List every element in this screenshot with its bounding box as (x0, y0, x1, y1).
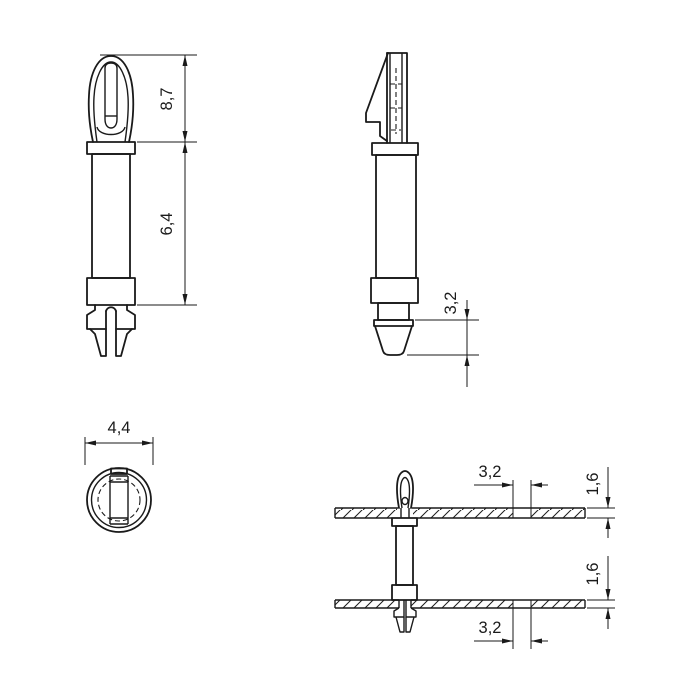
top-inner-circle (92, 473, 147, 528)
dim-label-bottom-board: 1,6 (584, 562, 602, 586)
dim-label-diameter: 4,4 (107, 419, 131, 437)
asm-right-barb (406, 608, 416, 617)
side-clip-wedge (366, 53, 388, 141)
dim-top-board (584, 467, 615, 538)
ext-lines-top-hole (513, 480, 531, 508)
front-right-leg-tip (116, 329, 132, 356)
side-flange (372, 143, 418, 155)
asm-collar (392, 585, 417, 600)
front-right-leg (116, 305, 135, 329)
front-flange (87, 142, 135, 154)
top-hidden-circle (98, 479, 140, 521)
dim-label-body-height: 6,4 (158, 212, 176, 236)
bottom-board-hatch-left (335, 600, 399, 608)
top-board (335, 508, 585, 518)
side-body (376, 155, 416, 278)
top-board-hatch-left (335, 508, 397, 518)
dim-bottom-board (584, 556, 615, 629)
side-barb-ring (374, 320, 413, 326)
dim-label-bottom-hole: 3,2 (478, 619, 502, 637)
bottom-board-hatch-right (531, 600, 585, 608)
bottom-board (335, 600, 585, 608)
top-board-hatch-right (531, 508, 585, 518)
top-outer-circle (87, 468, 151, 532)
side-neck (378, 303, 409, 320)
top-board-hole-edges (513, 508, 531, 518)
bottom-board-hole-edges (513, 600, 531, 608)
asm-left-barb (394, 608, 404, 617)
asm-clip-outline (397, 471, 413, 508)
asm-right-tip (406, 617, 414, 632)
dim-label-top-hole: 3,2 (478, 463, 502, 481)
front-body (92, 154, 130, 278)
asm-legs-through-board (399, 600, 411, 608)
ext-lines-top-board (587, 508, 615, 518)
asm-clip-through-board (401, 508, 409, 518)
ext-lines-bottom-hole (513, 608, 531, 649)
side-collar (371, 278, 418, 303)
side-barb (375, 326, 412, 355)
top-slot-ticks (110, 482, 128, 518)
top-board-hatch-middle (413, 508, 513, 518)
front-left-leg-tip (90, 329, 106, 356)
front-leg-gap-arch (106, 307, 116, 311)
dim-label-top-board: 1,6 (584, 472, 602, 496)
asm-clip-hole (402, 498, 408, 505)
front-clip-slot (105, 63, 117, 128)
side-view (366, 53, 479, 387)
asm-flange (392, 518, 417, 526)
front-left-leg (87, 305, 106, 329)
asm-left-tip (396, 617, 404, 632)
bottom-board-hatch-middle (411, 600, 513, 608)
dim-top-hole (474, 463, 548, 508)
assembly-view (335, 463, 615, 649)
asm-body (396, 526, 413, 585)
front-view (87, 55, 197, 356)
dim-bottom-hole (474, 608, 548, 649)
top-tab (111, 469, 127, 475)
front-collar (87, 278, 135, 305)
top-slot-bar (110, 476, 128, 524)
top-view (85, 419, 153, 532)
dim-label-barb: 3,2 (442, 291, 460, 315)
ext-lines-bottom-board (587, 600, 615, 608)
dim-label-clip-height: 8,7 (158, 87, 176, 111)
